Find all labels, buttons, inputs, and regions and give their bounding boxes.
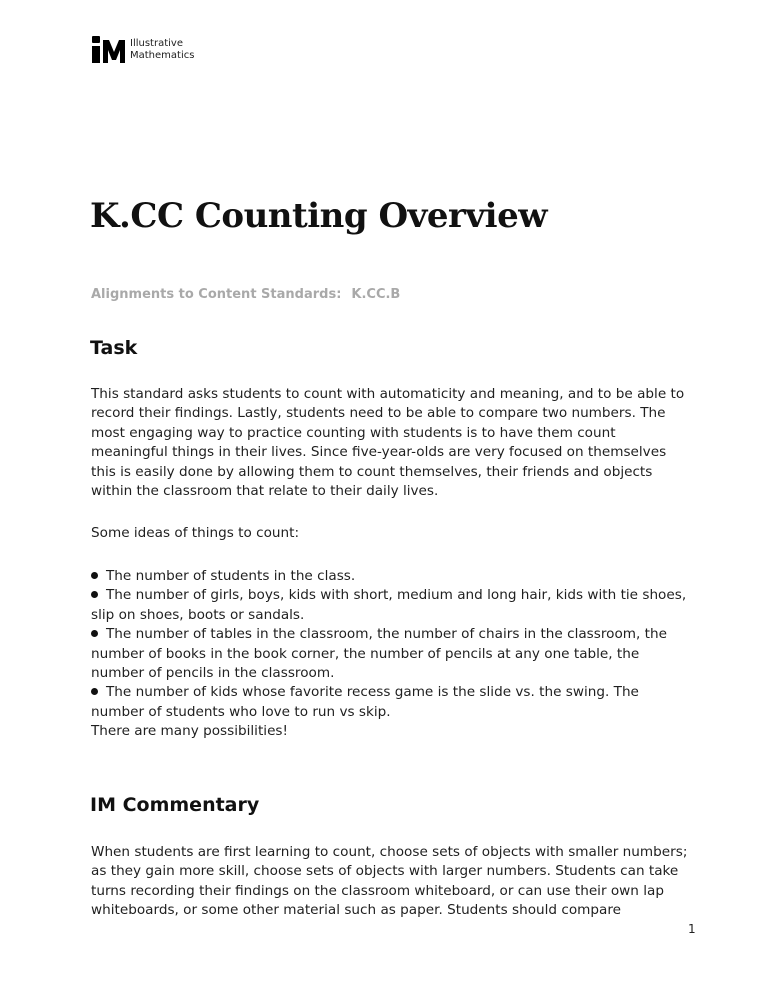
task-paragraph <box>91 385 691 501</box>
task-heading: Task <box>90 337 138 359</box>
task-paragraph-line: within the classroom that relate to their daily lives. <box>91 483 439 500</box>
page-number: 1 <box>688 922 696 936</box>
logo-i-glyph <box>92 36 100 63</box>
ideas-list <box>91 567 691 742</box>
im-logo-mark <box>92 36 125 63</box>
list-item <box>91 625 691 644</box>
logo-text-line1: Illustrative <box>130 37 183 49</box>
task-paragraph-line: meaningful things in their lives. Since five-year-olds are very focused on themselves <box>91 444 667 461</box>
closing-text: There are many possibilities! <box>91 723 288 740</box>
commentary-paragraph-line: whiteboards, or some other material such as paper. Students should compare <box>91 902 622 919</box>
commentary-heading: IM Commentary <box>90 794 260 816</box>
bullet-icon <box>91 591 98 598</box>
bullet-icon <box>91 572 98 579</box>
logo-text-line2: Mathematics <box>130 49 195 61</box>
commentary-paragraph-line: turns recording their findings on the classroom whiteboard, or can use their own lap <box>91 882 664 899</box>
list-item-text: The number of students in the class. <box>106 568 356 584</box>
list-item-text: The number of tables in the classroom, the number of chairs in the classroom, the <box>106 626 667 643</box>
task-paragraph-line: this is easily done by allowing them to count themselves, their friends and objects <box>91 463 653 480</box>
task-paragraph-line: most engaging way to practice counting with students is to have them count <box>91 424 616 441</box>
list-item-text: The number of kids whose favorite recess game is the slide vs. the swing. The <box>106 684 639 701</box>
list-item <box>91 586 691 605</box>
list-item-continuation: slip on shoes, boots or sandals. <box>91 606 305 623</box>
bullet-icon <box>91 688 98 695</box>
page-title: K.CC Counting Overview <box>90 196 547 236</box>
ideas-intro: Some ideas of things to count: <box>91 525 300 541</box>
im-logo <box>92 36 194 63</box>
logo-m-glyph <box>103 36 125 63</box>
alignments-label: Alignments to Content Standards: <box>91 287 342 302</box>
alignments-standard: K.CC.B <box>351 287 401 302</box>
list-item-continuation: number of pencils in the classroom. <box>91 665 335 682</box>
list-item-text: The number of girls, boys, kids with short, medium and long hair, kids with tie shoes, <box>106 587 687 604</box>
task-paragraph-line: record their findings. Lastly, students need to be able to compare two numbers. The <box>91 405 666 422</box>
bullet-icon <box>91 630 98 637</box>
alignments-line <box>91 287 400 302</box>
list-item <box>91 567 691 586</box>
task-paragraph-line: This standard asks students to count with automaticity and meaning, and to be able to <box>91 386 685 402</box>
commentary-paragraph <box>91 843 691 921</box>
commentary-paragraph-line: as they gain more skill, choose sets of objects with larger numbers. Students can take <box>91 863 679 880</box>
logo-text <box>130 38 194 62</box>
commentary-paragraph-line: When students are first learning to count, choose sets of objects with smaller numbers; <box>91 844 688 860</box>
list-item <box>91 683 691 702</box>
list-item-continuation: number of books in the book corner, the number of pencils at any one table, the <box>91 645 640 662</box>
list-item-continuation: number of students who love to run vs skip. <box>91 703 391 720</box>
